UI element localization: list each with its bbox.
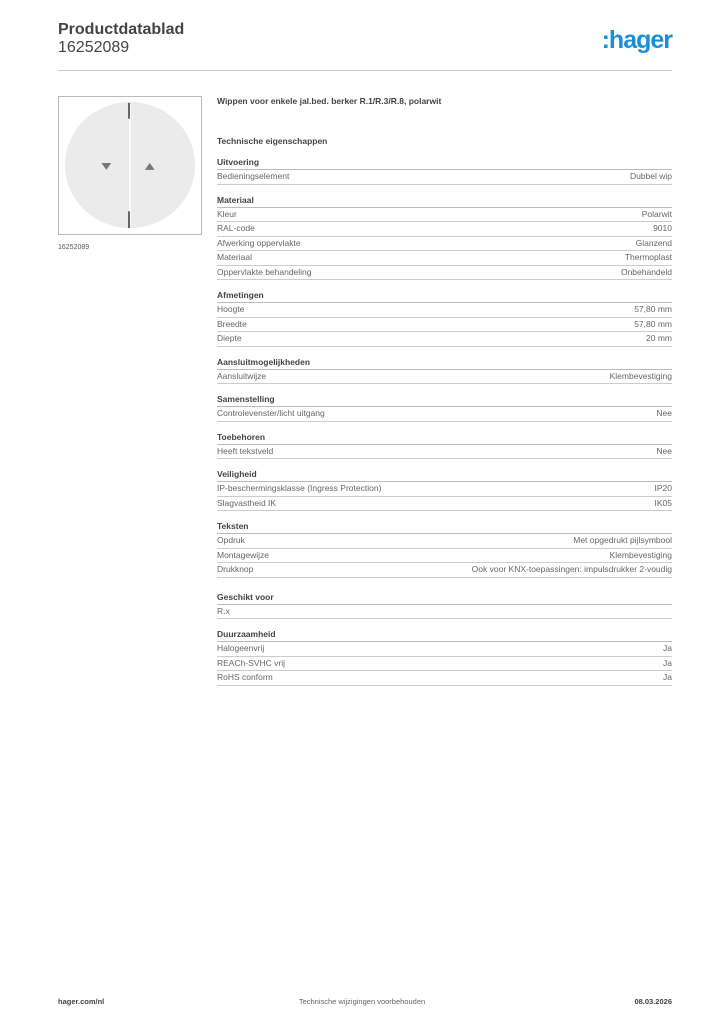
spec-section <box>217 289 672 347</box>
tech-heading: Technische eigenschappen <box>217 136 328 146</box>
spec-row <box>217 605 672 620</box>
spec-section <box>217 356 672 385</box>
spec-label: Drukknop <box>217 564 254 574</box>
spec-section <box>217 520 672 578</box>
spec-value: Dubbel wip <box>629 171 672 181</box>
spec-row <box>217 222 672 237</box>
page-title: Productdatablad <box>58 21 185 38</box>
spec-section <box>217 431 672 460</box>
product-image <box>58 96 202 235</box>
spec-row <box>217 534 672 549</box>
spec-value: Nee <box>656 408 672 418</box>
footer-website: hager.com/nl <box>58 997 105 1006</box>
spec-row <box>217 642 672 657</box>
spec-value: Thermoplast <box>624 252 672 262</box>
section-heading: Afmetingen <box>217 289 672 303</box>
spec-row <box>217 370 672 385</box>
spec-label: IP-beschermingsklasse (Ingress Protection) <box>217 483 382 493</box>
spec-value: 9010 <box>653 223 672 233</box>
spec-value: Ja <box>663 672 672 682</box>
section-heading: Teksten <box>217 520 672 534</box>
spec-section <box>217 393 672 422</box>
spec-label: Aansluitwijze <box>217 370 267 381</box>
section-heading: Aansluitmogelijkheden <box>217 356 672 370</box>
spec-row <box>217 482 672 497</box>
spec-row <box>217 318 672 333</box>
spec-value: Klembevestiging <box>609 370 672 381</box>
header-divider <box>58 70 672 71</box>
spec-value: 57,80 mm <box>634 304 672 314</box>
spec-label: Diepte <box>217 333 242 343</box>
product-title: Wippen voor enkele jal.bed. berker R.1/R.3/R.8, polarwit <box>217 96 442 106</box>
spec-section <box>217 591 672 620</box>
spec-value: Nee <box>656 445 672 456</box>
product-number: 16252089 <box>58 39 130 56</box>
section-heading: Duurzaamheid <box>217 628 672 642</box>
spec-row <box>217 671 672 686</box>
spec-row <box>217 303 672 318</box>
spec-label: Opdruk <box>217 535 245 545</box>
spec-section <box>217 468 672 511</box>
spec-value: Onbehandeld <box>620 266 672 277</box>
spec-row <box>217 563 672 578</box>
spec-label: Slagvastheid IK <box>217 497 277 508</box>
spec-section <box>217 628 672 686</box>
spec-label: Heeft tekstveld <box>217 445 274 456</box>
spec-label: Oppervlakte behandeling <box>217 266 312 277</box>
spec-label: Kleur <box>217 208 237 219</box>
spec-label: Materiaal <box>217 252 252 262</box>
footer-disclaimer: Technische wijzigingen voorbehouden <box>298 997 426 1006</box>
spec-label: Controlevenster/licht uitgang <box>217 408 325 418</box>
spec-value: Met opgedrukt pijlsymbool <box>573 535 672 545</box>
spec-row <box>217 237 672 252</box>
spec-value: 20 mm <box>646 333 672 343</box>
spec-row <box>217 170 672 185</box>
spec-value: Polarwit <box>641 208 672 219</box>
spec-section <box>217 194 672 281</box>
spec-value: Ja <box>663 643 672 653</box>
spec-value: Klembevestiging <box>609 549 672 560</box>
section-heading: Uitvoering <box>217 156 672 170</box>
spec-row <box>217 407 672 422</box>
spec-row <box>217 251 672 266</box>
spec-section <box>217 156 672 185</box>
spec-row <box>217 497 672 512</box>
spec-label: Afwerking oppervlakte <box>217 237 301 248</box>
product-details <box>217 95 672 695</box>
spec-label: Hoogte <box>217 304 245 314</box>
spec-row <box>217 445 672 460</box>
section-heading: Geschikt voor <box>217 591 672 605</box>
spec-sections <box>217 156 672 686</box>
spec-value: IP20 <box>654 483 672 493</box>
spec-value: Ook voor KNX-toepassingen: impulsdrukker 2-voudig <box>471 564 672 574</box>
spec-row <box>217 657 672 672</box>
spec-value: Ja <box>663 657 672 668</box>
spec-label: Breedte <box>217 318 247 329</box>
spec-label: Montagewijze <box>217 549 269 560</box>
hager-logo: :hager <box>601 26 672 54</box>
section-heading: Toebehoren <box>217 431 672 445</box>
spec-row <box>217 332 672 347</box>
section-heading: Materiaal <box>217 194 672 208</box>
spec-row <box>217 549 672 564</box>
spec-value: 57,80 mm <box>634 318 672 329</box>
spec-label: RoHS conform <box>217 672 273 682</box>
section-heading: Veiligheid <box>217 468 672 482</box>
spec-value: Glanzend <box>635 237 672 248</box>
spec-label: REACh-SVHC vrij <box>217 657 286 668</box>
spec-value: IK05 <box>654 497 672 508</box>
footer-date: 08.03.2026 <box>634 997 672 1006</box>
spec-row <box>217 266 672 281</box>
spec-label: Halogeenvrij <box>217 643 265 653</box>
spec-label: R.x <box>217 605 230 616</box>
spec-label: RAL-code <box>217 223 255 233</box>
spec-row <box>217 208 672 223</box>
section-heading: Samenstelling <box>217 393 672 407</box>
image-caption: 16252089 <box>58 244 90 251</box>
spec-label: Bedieningselement <box>217 171 290 181</box>
